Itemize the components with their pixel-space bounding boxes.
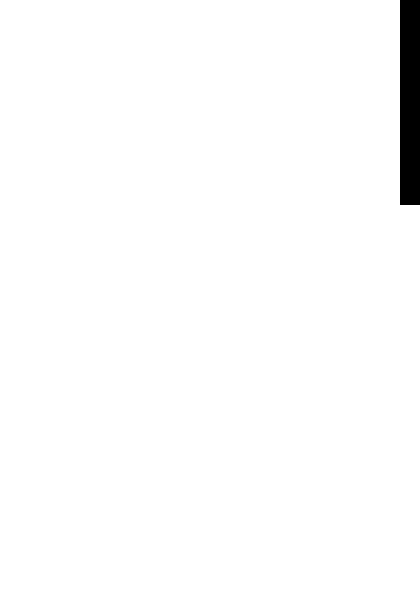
document-body	[30, 6, 388, 10]
side-tab-label	[401, 10, 419, 200]
side-tab	[400, 0, 420, 205]
